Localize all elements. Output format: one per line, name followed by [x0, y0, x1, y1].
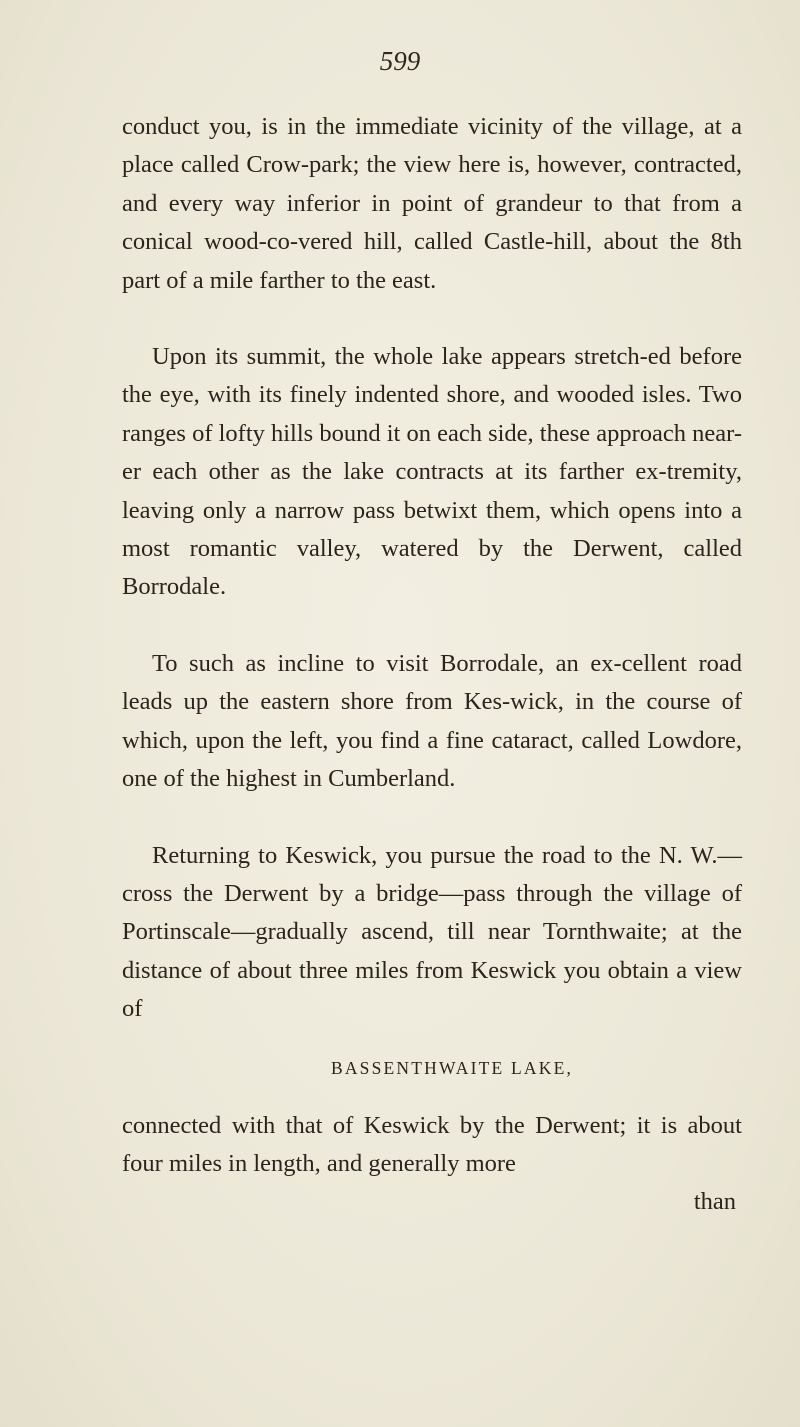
- paragraph-1: conduct you, is in the immediate vicinity of the village, at a place called Crow-park; the view here is, however, contracted, and every way inferior in point of grandeur to that from a conical wood-co-vered hill, called Castle-hill, about the 8th part of a mile farther to the east.: [122, 113, 742, 294]
- paragraph-gap: [122, 1029, 742, 1049]
- paragraph-3: To such as incline to visit Borrodale, an ex-cellent road leads up the eastern shore from Kes-wick, in the course of which, upon the left, you find a fine cataract, called Lowdore, one of the highest in Cumberland.: [122, 649, 742, 793]
- paragraph-gap: [122, 1087, 742, 1107]
- paragraph-gap: [122, 300, 742, 338]
- paragraph-2: Upon its summit, the whole lake appears stretch-ed before the eye, with its finely indented shore, and wooded isles. Two ranges of lofty hills bound it on each side, these approach near-er each other as the lake contracts at its farther ex-tremity, leaving only a narrow pass betwixt them, which opens into a most romantic valley, watered by the Derwent, called Borrodale.: [122, 343, 742, 601]
- closing-paragraph: connected with that of Keswick by the Derwent; it is about four miles in length, and generally more: [122, 1111, 742, 1177]
- body-text: [122, 108, 742, 1221]
- paragraph-4: Returning to Keswick, you pursue the road to the N. W.—cross the Derwent by a bridge—pass through the village of Portinscale—gradually ascend, till near Tornthwaite; at the distance of about three miles from Keswick you obtain a view of: [122, 841, 742, 1023]
- catchword: than: [693, 1188, 736, 1216]
- paragraph-gap: [122, 799, 742, 837]
- section-heading: BASSENTHWAITE LAKE,: [330, 1057, 574, 1078]
- paragraph-gap: [122, 607, 742, 645]
- page-number: 599: [379, 46, 421, 76]
